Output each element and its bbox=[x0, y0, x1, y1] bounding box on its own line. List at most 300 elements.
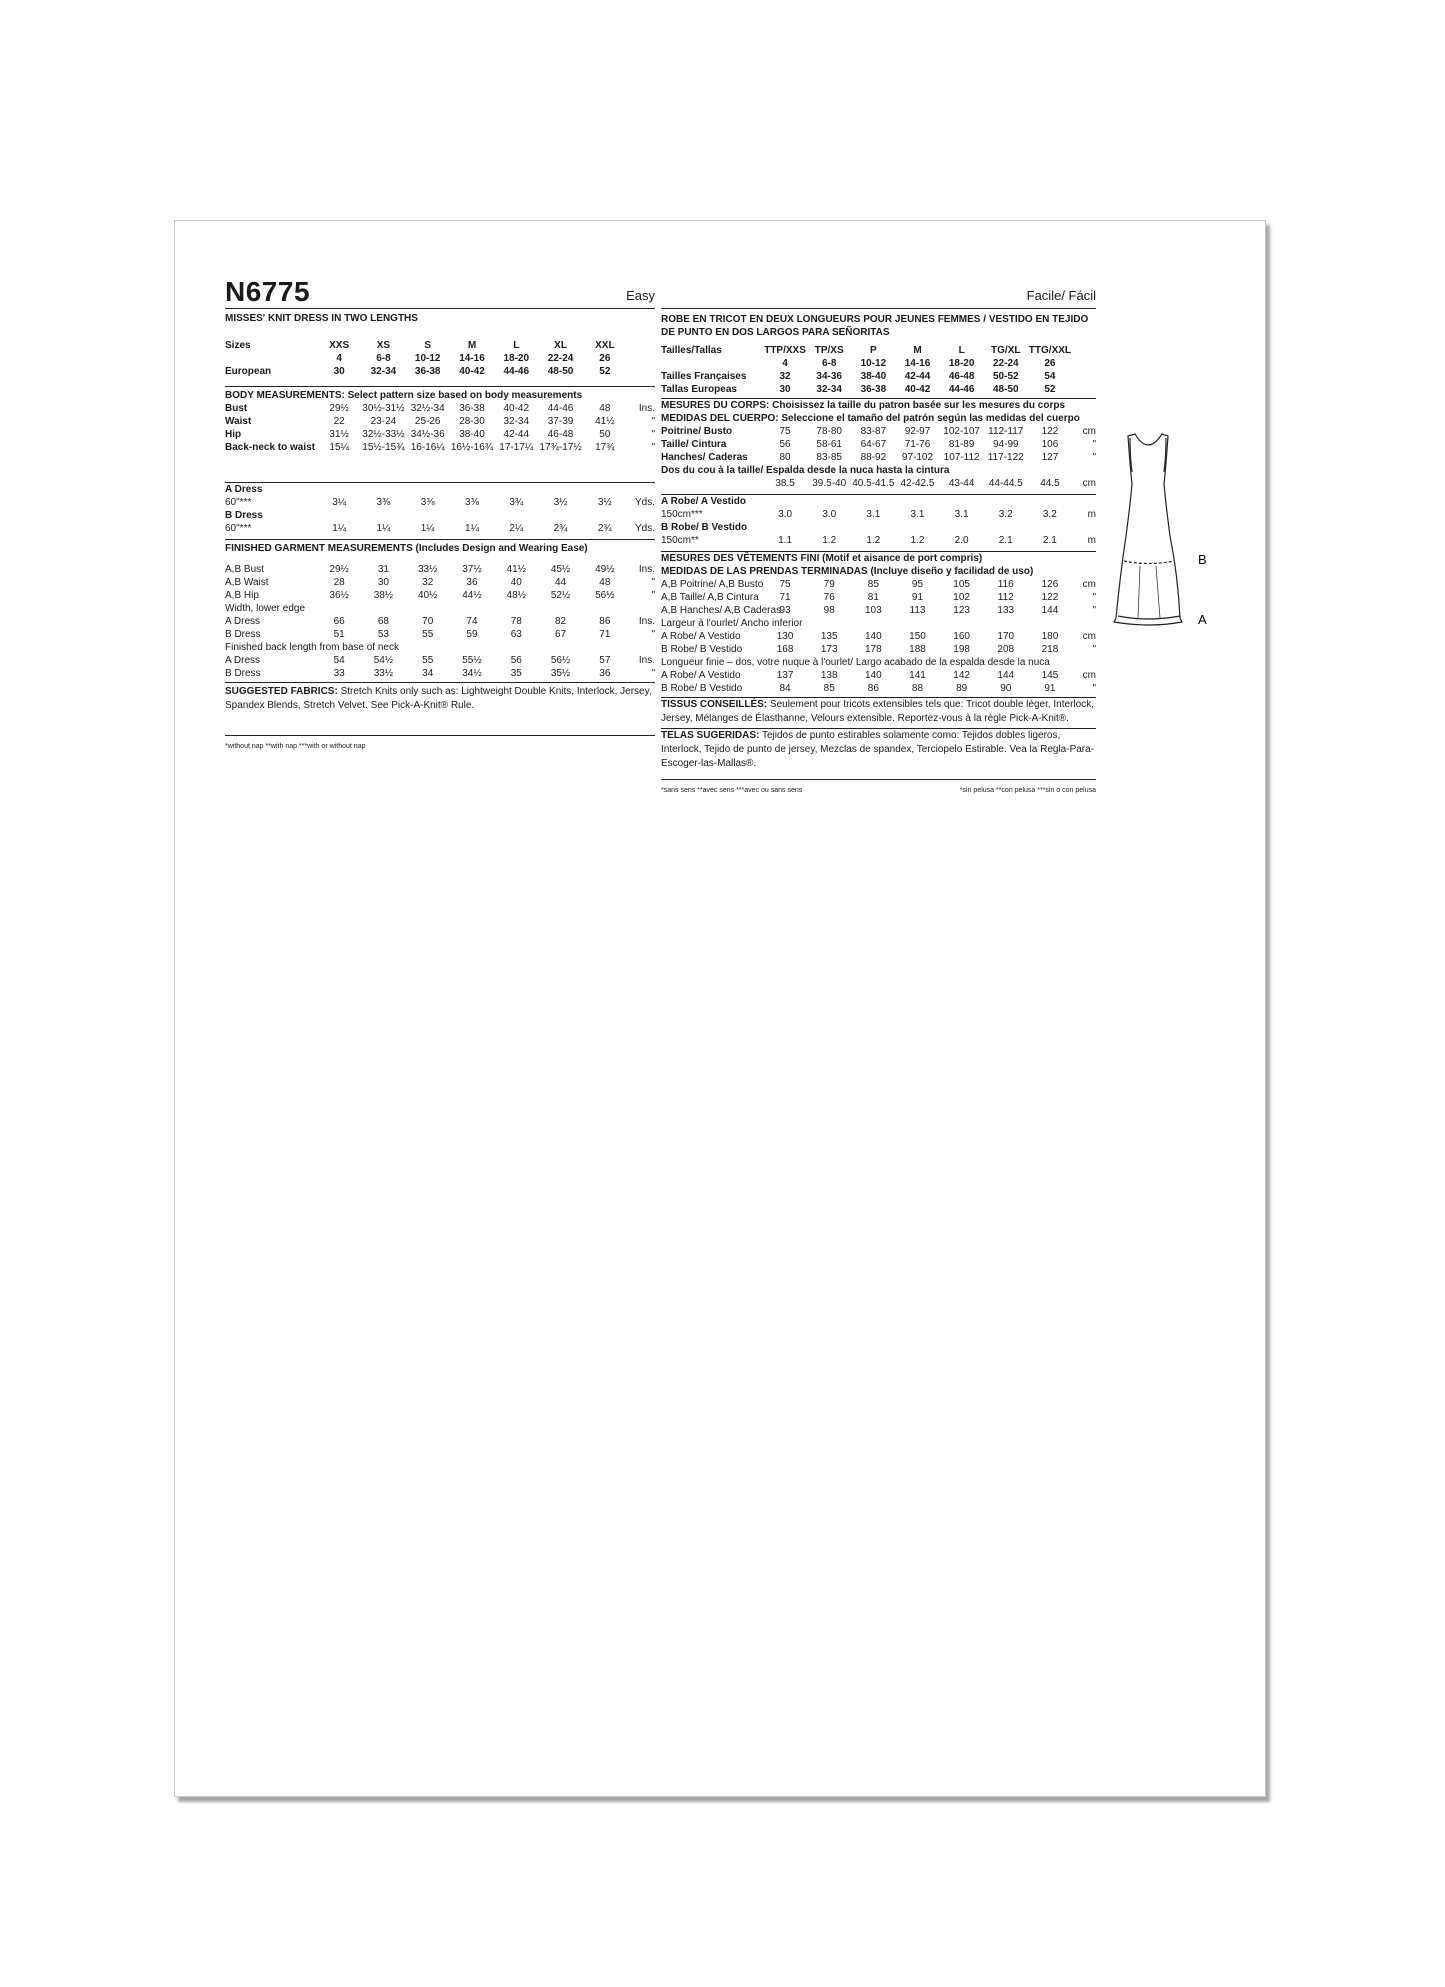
value-cell: 93 bbox=[779, 605, 791, 616]
pattern-number: N6775 bbox=[225, 276, 311, 307]
value-cell: 18-20 bbox=[948, 358, 975, 369]
dress-outline bbox=[1114, 434, 1182, 625]
value-cell: 36-38 bbox=[860, 384, 887, 395]
row-label: Tallas Europeas bbox=[661, 384, 737, 395]
value-cell: 81 bbox=[867, 592, 879, 603]
value-cell: 40-42 bbox=[459, 366, 485, 377]
row-label: 60"*** bbox=[225, 523, 252, 534]
value-cell: 37½ bbox=[462, 564, 482, 575]
value-cell: TP/XS bbox=[814, 345, 844, 356]
unit-cell: " bbox=[651, 590, 655, 601]
sub-heading: A Dress bbox=[225, 484, 263, 495]
value-cell: 44½ bbox=[462, 590, 482, 601]
value-cell: 84 bbox=[779, 683, 791, 694]
row-label bbox=[661, 357, 763, 370]
suggested-fabrics: SUGGESTED FABRICS: Stretch Knits only such as: Lightweight Double Knits, Interlock, Jersey, Spandex Blends, Stretch Velvet. See Pick-A-Knit® Rule. bbox=[225, 686, 652, 711]
value-cell: 6-8 bbox=[376, 353, 391, 364]
value-cell: 44-46 bbox=[503, 366, 530, 377]
value-cell: XXS bbox=[329, 340, 350, 351]
body-measurements-table bbox=[225, 402, 655, 454]
unit-cell: " bbox=[651, 416, 655, 427]
value-cell: 33½ bbox=[373, 668, 394, 679]
value-cell: TTG/XXL bbox=[1028, 345, 1072, 356]
value-cell: 106 bbox=[1041, 439, 1059, 450]
value-cell: 78-80 bbox=[816, 426, 842, 437]
value-cell: 91 bbox=[1044, 683, 1056, 694]
b-length-line bbox=[1124, 561, 1174, 564]
value-cell: 56½ bbox=[595, 590, 615, 601]
value-cell: 40½ bbox=[417, 590, 438, 601]
row-label: A,B Hip bbox=[225, 590, 259, 601]
yardage-table bbox=[225, 483, 655, 535]
value-cell: 112-117 bbox=[988, 426, 1024, 437]
value-cell: 28 bbox=[333, 577, 345, 588]
value-cell: 3.1 bbox=[910, 509, 925, 520]
value-cell: 188 bbox=[909, 644, 926, 655]
row-label: A,B Waist bbox=[225, 577, 269, 588]
sub-heading: Finished back length from base of neck bbox=[225, 642, 399, 653]
table-row bbox=[661, 604, 1096, 617]
row-label: A,B Bust bbox=[225, 564, 264, 575]
table-row bbox=[225, 441, 655, 454]
value-cell: XL bbox=[554, 340, 567, 351]
value-cell: 178 bbox=[865, 644, 882, 655]
unit-cell: m bbox=[1087, 535, 1096, 546]
unit-cell: Yds. bbox=[634, 497, 655, 508]
value-cell: L bbox=[958, 345, 965, 356]
value-cell: 3.2 bbox=[998, 509, 1013, 520]
hem-line bbox=[1118, 616, 1180, 619]
row-label: A Robe/ A Vestido bbox=[661, 631, 741, 642]
row-label: B Dress bbox=[225, 668, 261, 679]
unit-cell: " bbox=[1092, 644, 1096, 655]
table-row bbox=[661, 578, 1096, 591]
value-cell: M bbox=[913, 345, 922, 356]
sub-heading-row bbox=[661, 464, 1096, 477]
value-cell: 31 bbox=[377, 564, 389, 575]
value-cell: 15¼ bbox=[329, 442, 349, 453]
unit-cell bbox=[627, 352, 655, 365]
value-cell: 103 bbox=[865, 605, 882, 616]
value-cell: 68 bbox=[377, 616, 389, 627]
value-cell: 150 bbox=[909, 631, 926, 642]
unit-cell: cm bbox=[1082, 426, 1096, 437]
value-cell: 66 bbox=[333, 616, 345, 627]
value-cell: 3.1 bbox=[866, 509, 881, 520]
value-cell: 48½ bbox=[506, 590, 526, 601]
row-label: Poitrine/ Busto bbox=[661, 426, 733, 437]
value-cell: 3⅜ bbox=[465, 497, 479, 508]
mesures-corps-table bbox=[661, 425, 1096, 490]
value-cell: 32½-34 bbox=[410, 403, 445, 414]
value-cell: 105 bbox=[953, 579, 970, 590]
value-cell: 48 bbox=[599, 403, 611, 414]
row-label: A Dress bbox=[225, 616, 261, 627]
metrage-table bbox=[661, 495, 1096, 547]
value-cell: 94-99 bbox=[992, 439, 1019, 450]
pattern-envelope-back bbox=[174, 220, 1266, 1797]
footnotes-fr-es bbox=[661, 786, 1096, 796]
value-cell: 34 bbox=[422, 668, 434, 679]
value-cell: 31½ bbox=[329, 429, 349, 440]
value-cell: 86 bbox=[599, 616, 611, 627]
value-cell: 142 bbox=[953, 670, 970, 681]
sub-heading: B Dress bbox=[225, 510, 263, 521]
row-label: Hip bbox=[225, 429, 242, 440]
value-cell: 135 bbox=[820, 631, 838, 642]
value-cell: 40-42 bbox=[503, 403, 530, 414]
row-label: A Robe/ A Vestido bbox=[661, 670, 741, 681]
value-cell: 55 bbox=[422, 655, 434, 666]
value-cell: 1¼ bbox=[420, 523, 435, 534]
value-cell: 29½ bbox=[329, 403, 349, 414]
value-cell: 54½ bbox=[373, 655, 394, 666]
unit-cell: cm bbox=[1082, 478, 1096, 489]
value-cell: 54 bbox=[1044, 371, 1056, 382]
value-cell: 32 bbox=[422, 577, 434, 588]
unit-cell: Ins. bbox=[638, 655, 655, 666]
difficulty-en: Easy bbox=[626, 288, 655, 303]
value-cell: 3¾ bbox=[509, 497, 524, 508]
value-cell: 127 bbox=[1041, 452, 1059, 463]
value-cell: 6-8 bbox=[821, 358, 837, 369]
backneck-row bbox=[661, 477, 1096, 490]
value-cell: 64-67 bbox=[860, 439, 887, 450]
value-cell: XXL bbox=[595, 340, 615, 351]
value-cell: 38-40 bbox=[459, 429, 485, 440]
value-cell: 26 bbox=[1044, 358, 1056, 369]
table-row bbox=[225, 428, 655, 441]
value-cell: 80 bbox=[779, 452, 791, 463]
row-label: B Robe/ B Vestido bbox=[661, 644, 743, 655]
sub-heading-row bbox=[661, 495, 1096, 508]
unit-cell bbox=[627, 339, 655, 352]
value-cell: 48 bbox=[599, 577, 611, 588]
value-cell: 57 bbox=[599, 655, 611, 666]
value-cell: 95 bbox=[911, 579, 924, 590]
value-cell: 38.5 bbox=[775, 478, 795, 489]
value-cell: 198 bbox=[953, 644, 970, 655]
value-cell: 102 bbox=[953, 592, 970, 603]
value-cell: 2¾ bbox=[597, 523, 612, 534]
value-cell: 122 bbox=[1041, 426, 1059, 437]
value-cell: 48-50 bbox=[992, 384, 1019, 395]
sub-heading-row bbox=[225, 641, 655, 654]
value-cell: 15½-15¾ bbox=[362, 442, 405, 453]
value-cell: 1.2 bbox=[822, 535, 837, 546]
value-cell: 59 bbox=[466, 629, 478, 640]
unit-cell: Ins. bbox=[638, 616, 655, 627]
unit-cell: " bbox=[1092, 605, 1096, 616]
value-cell: 85 bbox=[823, 683, 835, 694]
value-cell: 144 bbox=[997, 670, 1015, 681]
value-cell: 41½ bbox=[595, 416, 615, 427]
value-cell: 16½-16¾ bbox=[450, 442, 494, 453]
unit-cell: " bbox=[651, 668, 655, 679]
table-row bbox=[661, 630, 1096, 643]
value-cell: 32-34 bbox=[370, 366, 397, 377]
value-cell: 25-26 bbox=[414, 416, 441, 427]
value-cell: 102-107 bbox=[943, 426, 980, 437]
value-cell: 173 bbox=[820, 644, 838, 655]
value-cell: 208 bbox=[997, 644, 1015, 655]
table-row bbox=[661, 451, 1096, 464]
value-cell: 26 bbox=[599, 353, 611, 364]
unit-cell: " bbox=[651, 577, 655, 588]
b-dress-yardage-row bbox=[225, 522, 655, 535]
finished-measurements-table bbox=[225, 563, 655, 680]
value-cell: 36-38 bbox=[414, 366, 441, 377]
table-row bbox=[225, 615, 655, 628]
value-cell: 126 bbox=[1041, 579, 1059, 590]
value-cell: 55½ bbox=[462, 655, 482, 666]
value-cell: 160 bbox=[953, 631, 970, 642]
b-robe-metrage-row bbox=[661, 534, 1096, 547]
value-cell: 75 bbox=[779, 426, 791, 437]
value-cell: 38-40 bbox=[860, 371, 887, 382]
view-label-b: B bbox=[1198, 552, 1207, 567]
table-row bbox=[225, 654, 655, 667]
table-row bbox=[225, 402, 655, 415]
sub-heading: Largeur à l'ourlet/ Ancho inferior bbox=[661, 618, 803, 629]
french-spanish-column bbox=[661, 276, 1096, 796]
row-label: Taille/ Cintura bbox=[661, 439, 727, 450]
value-cell: 10-12 bbox=[414, 353, 441, 364]
row-label: A Dress bbox=[225, 655, 261, 666]
sizes-table bbox=[225, 339, 655, 378]
value-cell: 138 bbox=[820, 670, 838, 681]
value-cell: 89 bbox=[956, 683, 968, 694]
value-cell: XS bbox=[376, 340, 391, 351]
value-cell: 50 bbox=[599, 429, 611, 440]
a-dress-yardage-row bbox=[225, 496, 655, 509]
value-cell: 71 bbox=[779, 592, 791, 603]
value-cell: 40.5-41.5 bbox=[852, 478, 895, 489]
row-label: Bust bbox=[225, 403, 248, 414]
table-row bbox=[225, 563, 655, 576]
value-cell: 35½ bbox=[550, 668, 571, 679]
value-cell: 44 bbox=[554, 577, 567, 588]
value-cell: 34½-36 bbox=[410, 429, 445, 440]
value-cell: 71 bbox=[599, 629, 611, 640]
table-row bbox=[225, 589, 655, 602]
finished-heading-fr: MESURES DES VÊTEMENTS FINI (Motif et aisance de port compris) bbox=[661, 553, 983, 564]
unit-cell: cm bbox=[1082, 631, 1096, 642]
unit-cell: " bbox=[651, 442, 655, 453]
body-heading-fr: MESURES DU CORPS: Choisissez la taille du patron basée sur les mesures du corps bbox=[661, 400, 1066, 411]
value-cell: 4 bbox=[336, 353, 342, 364]
size-codes-row bbox=[661, 344, 1096, 357]
value-cell: 53 bbox=[377, 629, 389, 640]
value-cell: 70 bbox=[422, 616, 434, 627]
value-cell: 81-89 bbox=[948, 439, 975, 450]
table-row bbox=[661, 591, 1096, 604]
value-cell: 51 bbox=[333, 629, 345, 640]
value-cell: 141 bbox=[909, 670, 926, 681]
value-cell: 145 bbox=[1041, 670, 1059, 681]
value-cell: 29½ bbox=[329, 564, 349, 575]
row-label: Sizes bbox=[225, 340, 251, 351]
value-cell: 1¼ bbox=[332, 523, 347, 534]
finished-heading: FINISHED GARMENT MEASUREMENTS (Includes Design and Wearing Ease) bbox=[225, 543, 588, 554]
size-numbers-row bbox=[225, 352, 655, 365]
value-cell: 30 bbox=[333, 366, 345, 377]
value-cell: 76 bbox=[823, 592, 835, 603]
value-cell: 46-48 bbox=[547, 429, 574, 440]
value-cell: 38½ bbox=[373, 590, 394, 601]
sub-heading-row bbox=[225, 483, 655, 496]
row-label: European bbox=[225, 366, 272, 377]
value-cell: 2¼ bbox=[509, 523, 524, 534]
value-cell: S bbox=[424, 340, 432, 351]
value-cell: 39.5-40 bbox=[812, 478, 847, 489]
row-label: Waist bbox=[225, 416, 252, 427]
value-cell: 17-17¼ bbox=[499, 442, 534, 453]
title-en: MISSES' KNIT DRESS IN TWO LENGTHS bbox=[225, 313, 418, 324]
table-row bbox=[661, 682, 1096, 695]
value-cell: 52 bbox=[1044, 384, 1056, 395]
value-cell: 92-97 bbox=[904, 426, 931, 437]
sub-heading: Longueur finie – dos, votre nuque à l'ourlet/ Largo acabado de la espalda desde la nuca bbox=[661, 657, 1050, 668]
sub-heading: B Robe/ B Vestido bbox=[661, 522, 748, 533]
value-cell: 170 bbox=[997, 631, 1015, 642]
value-cell: 30 bbox=[377, 577, 389, 588]
value-cell: 98 bbox=[823, 605, 835, 616]
value-cell: 78 bbox=[510, 616, 522, 627]
value-cell: 3⅜ bbox=[376, 497, 391, 508]
row-label: 60"*** bbox=[225, 497, 252, 508]
value-cell: 1¼ bbox=[376, 523, 391, 534]
divider bbox=[225, 308, 655, 309]
value-cell: 41½ bbox=[506, 564, 526, 575]
value-cell: 116 bbox=[997, 579, 1014, 590]
value-cell: 42-42.5 bbox=[900, 478, 935, 489]
value-cell: 17¾ bbox=[595, 442, 615, 453]
value-cell: 79 bbox=[823, 579, 835, 590]
sub-heading-row bbox=[225, 509, 655, 522]
value-cell: 22 bbox=[333, 416, 345, 427]
value-cell: 49½ bbox=[595, 564, 615, 575]
value-cell: 83-85 bbox=[816, 452, 842, 463]
value-cell: 36 bbox=[599, 668, 611, 679]
value-cell: 112 bbox=[997, 592, 1014, 603]
value-cell: 4 bbox=[782, 358, 788, 369]
sub-heading: Dos du cou à la taille/ Espalda desde la nuca hasta la cintura bbox=[661, 465, 950, 476]
value-cell: 30 bbox=[779, 384, 791, 395]
value-cell: 83-87 bbox=[860, 426, 887, 437]
table-row bbox=[225, 415, 655, 428]
value-cell: 1.1 bbox=[778, 535, 793, 546]
value-cell: 107-112 bbox=[943, 452, 980, 463]
value-cell: 113 bbox=[909, 605, 926, 616]
value-cell: 56 bbox=[779, 439, 791, 450]
value-cell: 46-48 bbox=[948, 371, 975, 382]
value-cell: 3.1 bbox=[954, 509, 969, 520]
value-cell: 42-44 bbox=[904, 371, 931, 382]
table-row bbox=[225, 667, 655, 680]
value-cell: 36 bbox=[466, 577, 478, 588]
unit-cell bbox=[1072, 357, 1096, 370]
row-label: 150cm*** bbox=[661, 509, 703, 520]
value-cell: 218 bbox=[1041, 644, 1059, 655]
size-numbers-row bbox=[661, 357, 1096, 370]
unit-cell: cm bbox=[1082, 579, 1096, 590]
value-cell: 34-36 bbox=[816, 371, 842, 382]
row-label bbox=[225, 352, 317, 365]
value-cell: 1.2 bbox=[910, 535, 925, 546]
footnote-fr: *sans sens **avec sens ***avec ou sans sens bbox=[661, 787, 803, 794]
value-cell: 54 bbox=[333, 655, 345, 666]
value-cell: 3½ bbox=[553, 497, 568, 508]
value-cell: 3⅜ bbox=[420, 497, 435, 508]
footnote-en: *without nap **with nap ***with or without nap bbox=[225, 743, 366, 750]
unit-cell bbox=[1072, 344, 1096, 357]
value-cell: 130 bbox=[776, 631, 794, 642]
value-cell: 85 bbox=[867, 579, 879, 590]
sub-heading-row bbox=[661, 617, 1096, 630]
table-row bbox=[661, 425, 1096, 438]
value-cell: 52 bbox=[599, 366, 611, 377]
value-cell: 180 bbox=[1041, 631, 1059, 642]
value-cell: 16-16¼ bbox=[410, 442, 445, 453]
value-cell: 48-50 bbox=[547, 366, 574, 377]
value-cell: 40-42 bbox=[904, 384, 931, 395]
row-label: A,B Poitrine/ A,B Busto bbox=[661, 579, 764, 590]
value-cell: TG/XL bbox=[991, 345, 1021, 356]
value-cell: 30½-31½ bbox=[362, 403, 405, 414]
value-cell: 14-16 bbox=[459, 353, 485, 364]
value-cell: 50-52 bbox=[992, 371, 1019, 382]
value-cell: 74 bbox=[466, 616, 478, 627]
value-cell: 3½ bbox=[597, 497, 612, 508]
row-label: Back-neck to waist bbox=[225, 442, 316, 453]
unit-cell bbox=[1072, 370, 1096, 383]
value-cell: 3.0 bbox=[822, 509, 837, 520]
sub-heading: Width, lower edge bbox=[225, 603, 306, 614]
value-cell: 17¾-17½ bbox=[539, 442, 582, 453]
table-row bbox=[661, 643, 1096, 656]
value-cell: 140 bbox=[865, 631, 882, 642]
unit-cell: m bbox=[1087, 509, 1096, 520]
unit-cell: " bbox=[1092, 592, 1096, 603]
value-cell: 52½ bbox=[550, 590, 571, 601]
value-cell: 168 bbox=[776, 644, 794, 655]
sub-heading-row bbox=[661, 521, 1096, 534]
tailles-table bbox=[661, 344, 1096, 396]
value-cell: 32 bbox=[779, 371, 791, 382]
european-row bbox=[225, 365, 655, 378]
tailles-francaises-row bbox=[661, 370, 1096, 383]
value-cell: 75 bbox=[779, 579, 791, 590]
value-cell: 97-102 bbox=[901, 452, 934, 463]
value-cell: 44-46 bbox=[948, 384, 975, 395]
value-cell: 86 bbox=[867, 683, 879, 694]
value-cell: 32-34 bbox=[503, 416, 530, 427]
value-cell: 33 bbox=[333, 668, 345, 679]
dress-illustration bbox=[1100, 426, 1240, 666]
value-cell: 67 bbox=[554, 629, 567, 640]
value-cell: 22-24 bbox=[547, 353, 574, 364]
row-label: 150cm** bbox=[661, 535, 699, 546]
value-cell: 117-122 bbox=[987, 452, 1024, 463]
sub-heading-row bbox=[225, 602, 655, 615]
value-cell: 82 bbox=[554, 616, 567, 627]
mesures-vetements-table bbox=[661, 578, 1096, 695]
value-cell: 1¼ bbox=[465, 523, 479, 534]
size-codes-row bbox=[225, 339, 655, 352]
value-cell: 3.0 bbox=[778, 509, 793, 520]
table-row bbox=[661, 438, 1096, 451]
